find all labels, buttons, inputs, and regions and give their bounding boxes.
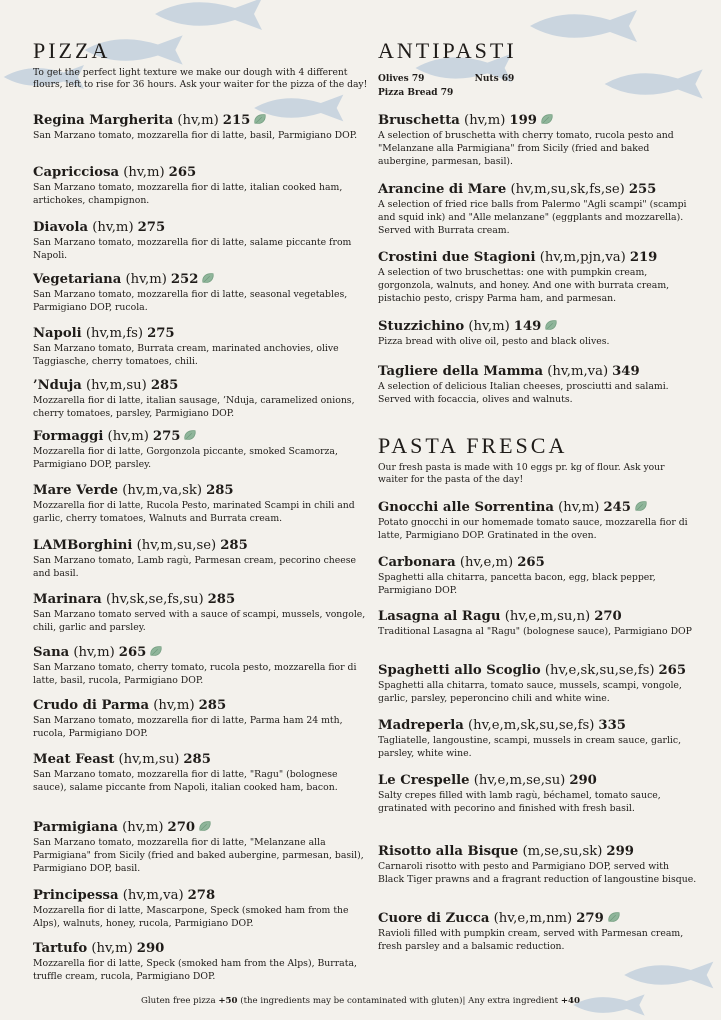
gluten-free-price: +50	[218, 996, 238, 1006]
menu-item-title	[378, 113, 698, 129]
pasta-heading: PASTA FRESCA	[378, 433, 568, 458]
dish-price: 265	[118, 645, 147, 660]
dish-price: 290	[136, 941, 165, 956]
dish-price: 275	[137, 220, 166, 235]
dish-price: 265	[517, 555, 545, 570]
vegetarian-leaf-icon	[544, 319, 558, 331]
allergen-tags: (hv,m)	[122, 820, 164, 835]
allergen-tags: (hv,m)	[558, 500, 600, 515]
dish-name: ’Nduja	[33, 378, 82, 393]
dish-description: Mozzarella fior di latte, Speck (smoked ham from the Alps), Burrata, truffle cream, rucola, Parmigiano DOP.	[33, 958, 357, 982]
fish-illustration	[520, 6, 650, 46]
allergen-tags: (hv,m)	[123, 165, 165, 180]
allergen-tags: (hv,e,m,nm)	[493, 911, 573, 926]
menu-item-title	[378, 718, 698, 734]
dish-name: Napoli	[33, 326, 82, 341]
pasta-menu-item	[378, 844, 698, 887]
pizza-menu-item	[33, 272, 371, 315]
antipasti-heading: ANTIPASTI	[378, 38, 517, 63]
dish-price: 299	[606, 844, 634, 859]
dish-description: Potato gnocchi in our homemade tomato sauce, mozzarella fior di latte, Parmigiano DOP. Gratinated in the oven.	[378, 517, 688, 541]
allergen-tags: (hv,m,su,sk,fs,se)	[510, 182, 625, 197]
allergen-tags: (hv,m)	[92, 220, 134, 235]
fish-illustration	[620, 955, 720, 995]
dish-name: Gnocchi alle Sorrentina	[378, 500, 554, 515]
allergen-tags: (hv,m)	[464, 113, 506, 128]
pizza-menu-item	[33, 326, 371, 369]
dish-name: Stuzzichino	[378, 319, 465, 334]
menu-item-title	[33, 113, 371, 129]
menu-item-title	[378, 364, 698, 380]
dish-description: A selection of two bruschettas: one with pumpkin cream, gorgonzola, walnuts, and honey. And one with burrata cream, pistachio pesto, crispy Parma ham, and parmesan.	[378, 267, 670, 304]
antipasti-menu-item	[378, 250, 698, 305]
menu-item-title	[33, 592, 371, 608]
dish-name: Crudo di Parma	[33, 698, 150, 713]
vegetarian-leaf-icon	[198, 820, 212, 832]
dish-price: 265	[658, 663, 687, 678]
dish-name: Tagliere della Mamma	[378, 364, 544, 379]
dish-price: 199	[509, 113, 537, 128]
dish-price: 290	[569, 773, 597, 788]
allergen-tags: (hv,e,m,su,n)	[504, 609, 591, 624]
dish-name: Capricciosa	[33, 165, 120, 180]
dish-price: 285	[198, 698, 227, 713]
dish-description: San Marzano tomato, mozzarella fior di latte, Parma ham 24 mth, rucola, Parmigiano DOP.	[33, 715, 343, 739]
pizza-menu-item	[33, 820, 371, 875]
dish-description: San Marzano tomato, cherry tomato, rucola pesto, mozzarella fior di latte, basil, rucola, Parmigiano DOP.	[33, 662, 357, 686]
menu-item-title	[33, 888, 371, 904]
dish-price: 285	[220, 538, 248, 553]
dish-description: Mozzarella fior di latte, italian sausage, ’Nduja, caramelized onions, cherry tomatoes, parsley, Parmigiano DOP.	[33, 395, 355, 419]
allergen-tags: (hv,m,su)	[118, 752, 180, 767]
allergen-tags: (hv,e,m)	[459, 555, 514, 570]
pasta-menu-item	[378, 555, 698, 598]
dish-name: Crostini due Stagioni	[378, 250, 536, 265]
dish-description: Mozzarella fior di latte, Gorgonzola piccante, smoked Scamorza, Parmigiano DOP, parsley.	[33, 446, 338, 470]
dish-description: Spaghetti alla chitarra, pancetta bacon, egg, black pepper, Parmigiano DOP.	[378, 572, 656, 596]
allergen-tags: (hv,m)	[153, 698, 195, 713]
dish-description: San Marzano tomato, mozzarella fior di latte, italian cooked ham, artichokes, champignon.	[33, 182, 343, 206]
pizza-menu-item	[33, 645, 371, 688]
menu-item-title	[378, 250, 698, 266]
dish-price: 279	[576, 911, 604, 926]
menu-item-title	[33, 326, 371, 342]
pizza-menu-item	[33, 429, 371, 472]
menu-item-title	[378, 844, 698, 860]
pasta-menu-item	[378, 773, 698, 816]
dish-name: Mare Verde	[33, 483, 119, 498]
dish-description: Mozzarella fior di latte, Rucola Pesto, marinated Scampi in chili and garlic, cherry tomatoes, Walnuts and Burrata cream.	[33, 500, 355, 524]
allergen-tags: (hv,e,m,sk,su,se,fs)	[468, 718, 595, 733]
dish-price: 255	[628, 182, 657, 197]
vegetarian-leaf-icon	[607, 911, 621, 923]
dish-description: A selection of fried rice balls from Palermo "Agli scampi" (scampi and squid ink) and "Alle melanzane" (eggplants and mozzarella). Served with Burrata cream.	[378, 199, 687, 236]
allergen-tags: (hv,m)	[468, 319, 510, 334]
nuts-price: 69	[501, 74, 515, 84]
dish-price: 219	[629, 250, 658, 265]
dish-description: San Marzano tomato, mozzarella fior di latte, basil, Parmigiano DOP.	[33, 130, 358, 141]
dish-name: Principessa	[33, 888, 119, 903]
dish-name: Bruschetta	[378, 113, 460, 128]
menu-item-title	[378, 609, 698, 625]
pasta-menu-item	[378, 663, 698, 706]
menu-item-title	[378, 555, 698, 571]
dish-name: Le Crespelle	[378, 773, 470, 788]
pizza-menu-item	[33, 220, 371, 263]
dish-description: San Marzano tomato served with a sauce of scampi, mussels, vongole, chili, garlic and parsley.	[33, 609, 366, 633]
allergen-tags: (hv,m)	[91, 941, 133, 956]
menu-item-title	[33, 429, 371, 445]
antipasti-menu-item	[378, 319, 698, 349]
pasta-menu-item	[378, 500, 698, 543]
dish-name: LAMBorghini	[33, 538, 133, 553]
dish-description: Traditional Lasagna al "Ragu" (bolognese sauce), Parmigiano DOP	[378, 626, 692, 637]
pizza-menu-item	[33, 378, 371, 421]
dish-price: 265	[168, 165, 197, 180]
dish-description: San Marzano tomato, mozzarella fior di latte, "Melanzane alla Parmigiana" from Sicily (fried and baked aubergine, parmesan, basil), Parmigiano DOP, basil.	[33, 837, 364, 874]
allergen-tags: (hv,m,su)	[85, 378, 147, 393]
dish-name: Formaggi	[33, 429, 104, 444]
menu-item-title	[378, 319, 698, 335]
menu-item-title	[378, 911, 698, 927]
dish-name: Spaghetti allo Scoglio	[378, 663, 541, 678]
olives-label: Olives	[378, 74, 409, 84]
dish-description: Carnaroli risotto with pesto and Parmigiano DOP, served with Black Tiger prawns and a fragrant reduction of langoustine bisque.	[378, 861, 697, 885]
dish-name: Madreperla	[378, 718, 464, 733]
dish-name: Sana	[33, 645, 70, 660]
antipasti-menu-item	[378, 182, 698, 237]
pizza-menu-item	[33, 165, 371, 208]
dish-description: A selection of bruschetta with cherry tomato, rucola pesto and "Melanzane alla Parmigiana" from Sicily (fried and baked aubergine, parmesan, basil).	[378, 130, 674, 167]
dish-description: Ravioli filled with pumpkin cream, served with Parmesan cream, fresh parsley and a balsamic reduction.	[378, 928, 684, 952]
vegetarian-leaf-icon	[183, 429, 197, 441]
menu-item-title	[33, 820, 371, 836]
dish-price: 285	[207, 592, 236, 607]
pizza-bread-label: Pizza Bread	[378, 88, 438, 98]
pizza-menu-item	[33, 592, 371, 635]
dish-price: 285	[150, 378, 179, 393]
footer-separator: |	[462, 996, 466, 1006]
gluten-free-label: Gluten free pizza	[141, 996, 216, 1006]
fish-illustration	[600, 64, 710, 104]
dish-description: Mozzarella fior di latte, Mascarpone, Speck (smoked ham from the Alps), walnuts, honey, rucola, Parmigiano DOP.	[33, 905, 349, 929]
menu-item-title	[33, 378, 371, 394]
dish-price: 252	[170, 272, 199, 287]
allergen-tags: (m,se,su,sk)	[522, 844, 603, 859]
allergen-tags: (hv,m,va)	[547, 364, 609, 379]
dish-name: Regina Margherita	[33, 113, 174, 128]
dish-description: Pizza bread with olive oil, pesto and black olives.	[378, 336, 610, 347]
gluten-free-note: (the ingredients may be contaminated with gluten)	[240, 996, 463, 1006]
dish-name: Carbonara	[378, 555, 456, 570]
dish-name: Lasagna al Ragu	[378, 609, 501, 624]
dish-description: San Marzano tomato, Burrata cream, marinated anchovies, olive Taggiasche, cherry tomatoes, chili.	[33, 343, 339, 367]
pasta-menu-item	[378, 718, 698, 761]
menu-item-title	[33, 941, 371, 957]
allergen-tags: (hv,m,fs)	[85, 326, 144, 341]
dish-name: Arancine di Mare	[378, 182, 507, 197]
allergen-tags: (hv,m)	[125, 272, 167, 287]
pizza-menu-item	[33, 941, 371, 984]
allergen-tags: (hv,sk,se,fs,su)	[105, 592, 204, 607]
dish-description: Spaghetti alla chitarra, tomato sauce, mussels, scampi, vongole, garlic, parsley, peperoncino chili and white wine.	[378, 680, 682, 704]
menu-item-title	[33, 483, 371, 499]
pizza-menu-item	[33, 483, 371, 526]
menu-item-title	[33, 538, 371, 554]
dish-price: 275	[147, 326, 175, 341]
dish-price: 278	[187, 888, 216, 903]
menu-item-title	[33, 645, 371, 661]
antipasti-menu-item	[378, 113, 698, 168]
dish-price: 215	[222, 113, 251, 128]
allergen-tags: (hv,m)	[73, 645, 115, 660]
menu-item-title	[378, 500, 698, 516]
allergen-tags: (hv,m,va,sk)	[122, 483, 203, 498]
menu-item-title	[33, 752, 371, 768]
vegetarian-leaf-icon	[253, 113, 267, 125]
pizza-menu-item	[33, 752, 371, 795]
menu-item-title	[33, 272, 371, 288]
pizza-heading: PIZZA	[33, 38, 111, 63]
dish-name: Meat Feast	[33, 752, 115, 767]
antipasti-extras	[378, 72, 578, 100]
extra-ingredient-label: Any extra ingredient	[468, 996, 559, 1006]
dish-name: Marinara	[33, 592, 102, 607]
dish-description: Salty crepes filled with lamb ragù, béchamel, tomato sauce, gratinated with pecorino and finished with fresh basil.	[378, 790, 661, 814]
dish-description: A selection of delicious Italian cheeses, prosciutti and salami. Served with focaccia, olives and walnuts.	[378, 381, 669, 405]
dish-price: 270	[167, 820, 196, 835]
dish-price: 285	[183, 752, 211, 767]
dish-description: San Marzano tomato, mozzarella fior di latte, "Ragu" (bolognese sauce), salame piccante from Napoli, italian cooked ham, bacon.	[33, 769, 338, 793]
menu-item-title	[33, 698, 371, 714]
dish-name: Parmigiana	[33, 820, 118, 835]
antipasti-menu-item	[378, 364, 698, 407]
dish-price: 270	[594, 609, 622, 624]
dish-name: Diavola	[33, 220, 89, 235]
pizza-menu-item	[33, 538, 371, 581]
menu-item-title	[33, 220, 371, 236]
allergen-tags: (hv,m)	[177, 113, 219, 128]
dish-name: Cuore di Zucca	[378, 911, 490, 926]
pizza-bread-price: 79	[440, 88, 454, 98]
allergen-tags: (hv,m)	[107, 429, 149, 444]
allergen-tags: (hv,m,pjn,va)	[539, 250, 626, 265]
dish-name: Vegetariana	[33, 272, 122, 287]
dish-description: San Marzano tomato, Lamb ragù, Parmesan cream, pecorino cheese and basil.	[33, 555, 357, 579]
vegetarian-leaf-icon	[540, 113, 554, 125]
dish-price: 349	[612, 364, 640, 379]
vegetarian-leaf-icon	[201, 272, 215, 284]
menu-item-title	[378, 182, 698, 198]
fish-illustration	[150, 0, 270, 34]
olives-price: 79	[411, 74, 425, 84]
vegetarian-leaf-icon	[149, 645, 163, 657]
dish-price: 335	[598, 718, 626, 733]
dish-name: Risotto alla Bisque	[378, 844, 519, 859]
allergen-tags: (hv,m,va)	[122, 888, 184, 903]
dish-price: 275	[152, 429, 181, 444]
vegetarian-leaf-icon	[634, 500, 648, 512]
pizza-menu-item	[33, 113, 371, 143]
nuts-label: Nuts	[474, 74, 499, 84]
pizza-intro: To get the perfect light texture we make our dough with 4 different flours, left to rise for 36 hours. Ask your waiter for the pizza of the day!	[33, 67, 368, 91]
dish-name: Tartufo	[33, 941, 88, 956]
pizza-menu-item	[33, 698, 371, 741]
dish-price: 149	[513, 319, 542, 334]
pasta-menu-item	[378, 911, 698, 954]
menu-item-title	[378, 663, 698, 679]
pizza-menu-item	[33, 888, 371, 931]
dish-description: Tagliatelle, langoustine, scampi, mussels in cream sauce, garlic, parsley, white wine.	[378, 735, 682, 759]
pasta-menu-item	[378, 609, 698, 639]
dish-description: San Marzano tomato, mozzarella fior di latte, salame piccante from Napoli.	[33, 237, 352, 261]
dish-price: 285	[206, 483, 234, 498]
menu-item-title	[378, 773, 698, 789]
menu-item-title	[33, 165, 371, 181]
extra-ingredient-price: +40	[560, 996, 580, 1006]
footer-note	[0, 996, 721, 1006]
dish-price: 245	[603, 500, 631, 515]
allergen-tags: (hv,e,sk,su,se,fs)	[544, 663, 655, 678]
allergen-tags: (hv,e,m,se,su)	[473, 773, 566, 788]
pasta-intro: Our fresh pasta is made with 10 eggs pr. kg of flour. Ask your waiter for the pasta of the day!	[378, 462, 665, 486]
dish-description: San Marzano tomato, mozzarella fior di latte, seasonal vegetables, Parmigiano DOP, rucola.	[33, 289, 348, 313]
allergen-tags: (hv,m,su,se)	[136, 538, 217, 553]
